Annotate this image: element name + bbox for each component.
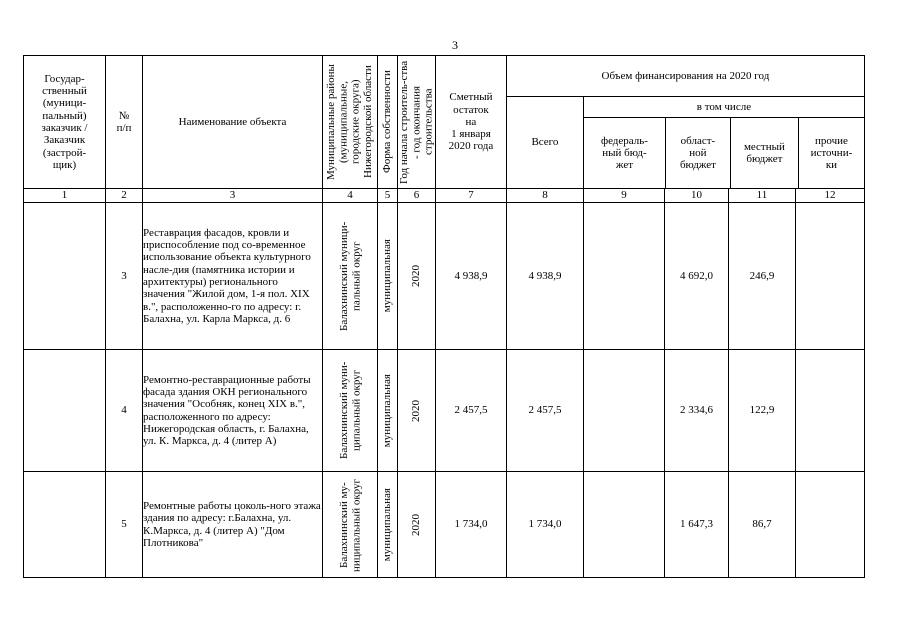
row-estimate: 4 938,9 [435,203,506,350]
row-regional: 2 334,6 [664,350,728,472]
row-years [398,472,436,578]
row-customer [24,203,106,350]
row-years [398,203,436,350]
header-number-text: № п/п [116,109,132,134]
row-regional: 4 692,0 [664,203,728,350]
row-ownership [378,203,398,350]
col-num-7: 7 [435,189,506,203]
col-num-4: 4 [323,189,378,203]
row-district-text: Балахнинский му-ниципальный округ [337,477,362,572]
header-number [106,56,143,189]
row-years [398,350,436,472]
row-number: 4 [106,350,143,472]
row-estimate: 1 734,0 [435,472,506,578]
row-total: 2 457,5 [506,350,583,472]
header-customer [24,56,106,189]
header-object-name [143,56,323,189]
row-total: 1 734,0 [506,472,583,578]
row-years-text: 2020 [410,265,423,287]
column-number-row [24,189,865,203]
col-num-8: 8 [506,189,583,203]
row-regional: 1 647,3 [664,472,728,578]
row-object-name: Ремонтные работы цоколь-ного этажа здания по адресу: г.Балахна, ул. К.Маркса, д. 4 (литер А) "Дом Плотникова" [143,472,323,578]
header-funding-group [506,56,864,97]
header-regional: област- ной бюджет [666,118,731,188]
header-total-text: Всего [531,136,559,149]
table-row [24,350,865,472]
header-funding-group-text: Объем финансирования на 2020 год [601,69,770,82]
row-total: 4 938,9 [506,203,583,350]
header-customer-text: Государ- ственный (муници- пальный) заказчик / Заказчик (застрой- щик) [41,72,88,171]
col-num-10: 10 [664,189,728,203]
header-object-name-text: Наименование объекта [178,115,287,128]
row-ownership-text: муниципальная [381,373,394,448]
page-number: 3 [452,38,458,52]
header-ownership [378,56,398,189]
row-years-text: 2020 [410,513,423,536]
row-other [795,203,864,350]
row-local: 122,9 [728,350,795,472]
row-ownership [378,350,398,472]
financing-table [23,55,865,578]
row-number: 3 [106,203,143,350]
row-object-name: Ремонтно-реставрационные работы фасада здания ОКН регионального значения "Особняк, конец XIX в.", расположенного по адресу: Нижегородская область, г. Балахна, ул. К. Маркса, д. 4 (литер А) [143,350,323,472]
row-district [323,203,378,350]
header-years [398,56,436,189]
row-local: 246,9 [728,203,795,350]
row-local: 86,7 [728,472,795,578]
row-district-text: Балахнинский муни-ципальный округ [337,361,362,460]
col-num-2: 2 [106,189,143,203]
row-district [323,472,378,578]
row-customer [24,350,106,472]
header-district [323,56,378,189]
header-ownership-text: Форма собственности [381,70,394,174]
table-row [24,472,865,578]
header-local: местный бюджет [731,118,799,188]
col-num-3: 3 [143,189,323,203]
row-number: 5 [106,472,143,578]
col-num-1: 1 [24,189,106,203]
row-other [795,472,864,578]
col-num-6: 6 [398,189,436,203]
header-district-text: Муниципальные районы (муниципальные, городские округа) Нижегородской области [325,64,375,180]
row-other [795,350,864,472]
row-object-name: Реставрация фасадов, кровли и приспособление под со-временное использование объекта культурного насле-дия (памятника истории и архитектуры) регионального значения "Жилой дом, 1-я пол. XIX в.", расположенно-го по адресу: г. Балахна, ул. Карла Маркса, д. 6 [143,203,323,350]
row-federal [583,472,664,578]
row-district-text: Балахнинский муници-пальный округ [337,221,362,331]
header-estimate [435,56,506,189]
row-district [323,350,378,472]
col-num-11: 11 [728,189,795,203]
header-federal: федераль- ный бюд- жет [584,118,666,188]
row-years-text: 2020 [410,399,423,422]
header-estimate-text: Сметный остаток на 1 января 2020 года [448,91,494,153]
row-federal [583,203,664,350]
header-including-label: в том числе [584,97,864,118]
row-ownership-text: муниципальная [381,239,394,313]
col-num-9: 9 [583,189,664,203]
row-customer [24,472,106,578]
row-ownership-text: муниципальная [381,487,394,562]
header-other: прочие источни- ки [810,134,853,172]
header-total [506,97,583,189]
col-num-12: 12 [795,189,864,203]
row-estimate: 2 457,5 [435,350,506,472]
row-federal [583,350,664,472]
row-ownership [378,472,398,578]
header-years-text: Год начала строитель-ства - год окончания строительства [398,60,435,184]
col-num-5: 5 [378,189,398,203]
table-row [24,203,865,350]
header-including [583,97,864,189]
